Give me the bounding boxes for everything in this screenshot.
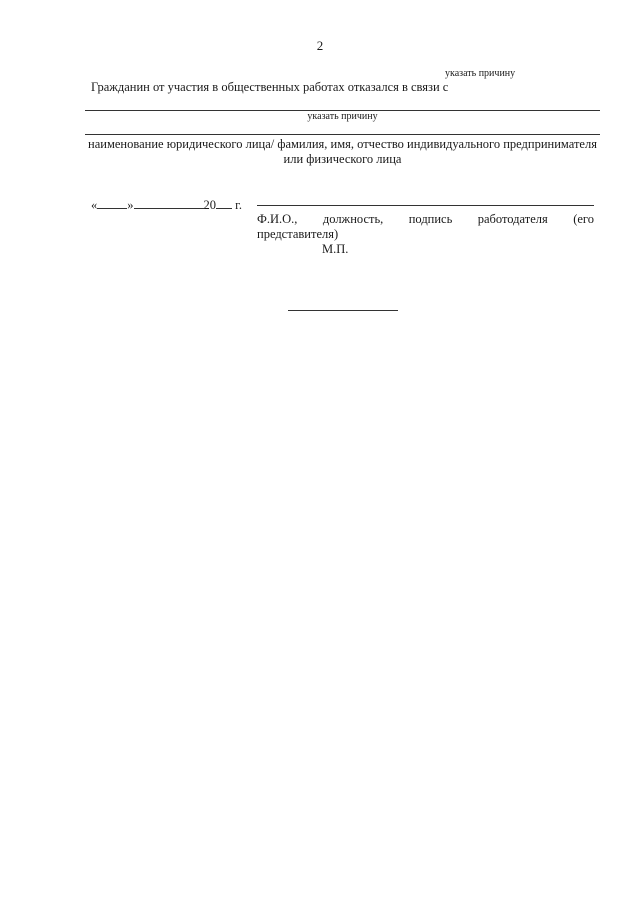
- signature-line: [257, 205, 594, 206]
- end-divider: [288, 310, 398, 311]
- org-name-line: [85, 134, 600, 135]
- year-prefix: 20: [203, 198, 216, 212]
- year-suffix: г.: [235, 198, 242, 212]
- reason-hint-top: указать причину: [445, 68, 516, 79]
- date-close-quote: »: [127, 198, 134, 212]
- reason-hint-line2: указать причину: [307, 111, 378, 122]
- signature-caption-cont: представителя): [257, 227, 339, 241]
- year-blank: [216, 197, 232, 209]
- date-open-quote: «: [91, 198, 98, 212]
- page-number: 2: [316, 38, 324, 53]
- stamp-label: М.П.: [322, 242, 349, 256]
- signature-caption: Ф.И.О., должность, подпись работодателя (его: [257, 212, 594, 226]
- day-blank: [97, 197, 127, 209]
- date-field: [91, 197, 242, 213]
- refusal-statement: Гражданин от участия в общественных работах отказался в связи с: [91, 80, 449, 94]
- month-blank: [134, 197, 204, 209]
- org-caption: наименование юридического лица/ фамилия, имя, отчество индивидуального предпринимателя или физического лица: [88, 137, 597, 166]
